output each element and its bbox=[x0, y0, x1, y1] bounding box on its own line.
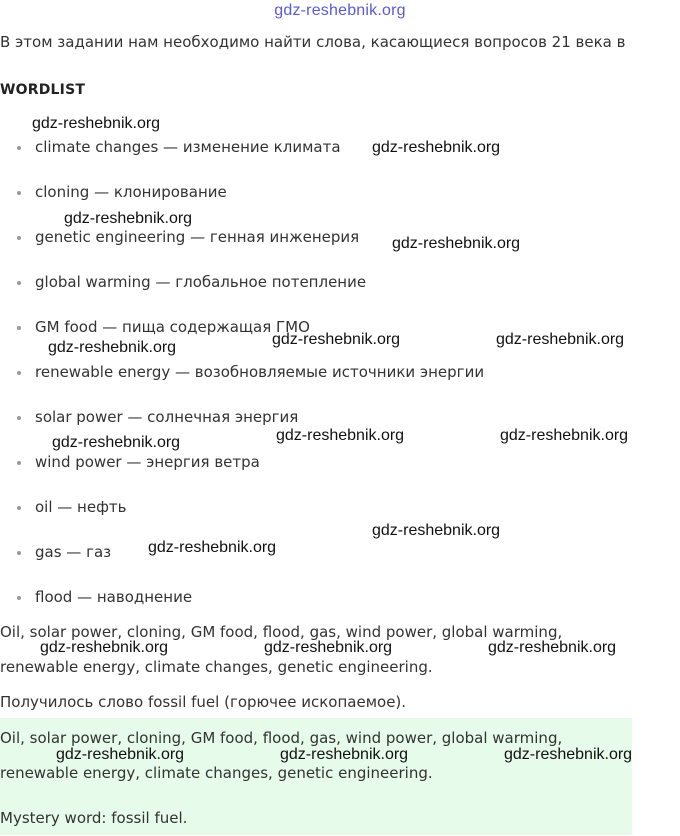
answer-line-1: Oil, solar power, cloning, GM food, flood, gas, wind power, global warming, bbox=[0, 729, 563, 747]
watermark: gdz-reshebnik.org bbox=[372, 139, 501, 156]
watermark: gdz-reshebnik.org bbox=[488, 639, 617, 656]
watermark: gdz-reshebnik.org bbox=[56, 746, 185, 763]
watermark: gdz-reshebnik.org bbox=[148, 539, 277, 556]
list-item-text: wind power — энергия ветра bbox=[35, 453, 260, 471]
bullet-icon bbox=[17, 326, 21, 330]
watermark: gdz-reshebnik.org bbox=[280, 746, 409, 763]
watermark: gdz-reshebnik.org bbox=[504, 746, 633, 763]
list-item-text: solar power — солнечная энергия bbox=[35, 408, 299, 426]
list-item-text: cloning — клонирование bbox=[35, 183, 227, 201]
list-item-text: oil — нефть bbox=[35, 498, 127, 516]
watermark: gdz-reshebnik.org bbox=[372, 522, 501, 539]
watermark: gdz-reshebnik.org bbox=[64, 210, 193, 227]
conclusion-text: Получилось слово fossil fuel (горючее ископаемое). bbox=[0, 693, 407, 711]
conclusion-paragraph bbox=[0, 684, 660, 720]
watermark: gdz-reshebnik.org bbox=[32, 115, 161, 132]
result-line-1: Oil, solar power, cloning, GM food, flood, gas, wind power, global warming, bbox=[0, 623, 563, 641]
bullet-icon bbox=[17, 461, 21, 465]
answer-box bbox=[0, 718, 632, 835]
watermark: gdz-reshebnik.org bbox=[276, 427, 405, 444]
bullet-icon bbox=[17, 551, 21, 555]
bullet-icon bbox=[17, 236, 21, 240]
list-item-text: global warming — глобальное потепление bbox=[35, 273, 367, 291]
bullet-icon bbox=[17, 146, 21, 150]
list-item-text: renewable energy — возобновляемые источники энергии bbox=[35, 363, 485, 381]
watermark: gdz-reshebnik.org bbox=[40, 639, 169, 656]
list-item-text: gas — газ bbox=[35, 543, 112, 561]
watermark: gdz-reshebnik.org bbox=[48, 339, 177, 356]
intro-text bbox=[0, 33, 680, 73]
watermark: gdz-reshebnik.org bbox=[392, 235, 521, 252]
watermark: gdz-reshebnik.org bbox=[52, 434, 181, 451]
list-item-text: GM food — пища содержащая ГМО bbox=[35, 318, 310, 336]
bullet-icon bbox=[17, 416, 21, 420]
watermark: gdz-reshebnik.org bbox=[500, 427, 629, 444]
watermark: gdz-reshebnik.org bbox=[496, 331, 625, 348]
intro-line: В этом задании нам необходимо найти слова, касающиеся вопросов 21 века в bbox=[0, 33, 626, 51]
bullet-icon bbox=[17, 281, 21, 285]
answer-line-2: renewable energy, climate changes, genetic engineering. bbox=[0, 764, 433, 782]
list-item-text: climate changes — изменение климата bbox=[35, 138, 341, 156]
wordlist-heading: WORDLIST bbox=[0, 82, 86, 98]
watermark: gdz-reshebnik.org bbox=[264, 639, 393, 656]
result-line-2: renewable energy, climate changes, genetic engineering. bbox=[0, 658, 433, 676]
list-item-text: flood — наводнение bbox=[35, 588, 193, 606]
site-link[interactable]: gdz-reshebnik.org bbox=[274, 2, 406, 19]
bullet-icon bbox=[17, 191, 21, 195]
mystery-word: Mystery word: fossil fuel. bbox=[0, 809, 188, 827]
watermark: gdz-reshebnik.org bbox=[272, 331, 401, 348]
bullet-icon bbox=[17, 596, 21, 600]
bullet-icon bbox=[17, 371, 21, 375]
list-item-text: genetic engineering — генная инженерия bbox=[35, 228, 360, 246]
bullet-icon bbox=[17, 506, 21, 510]
